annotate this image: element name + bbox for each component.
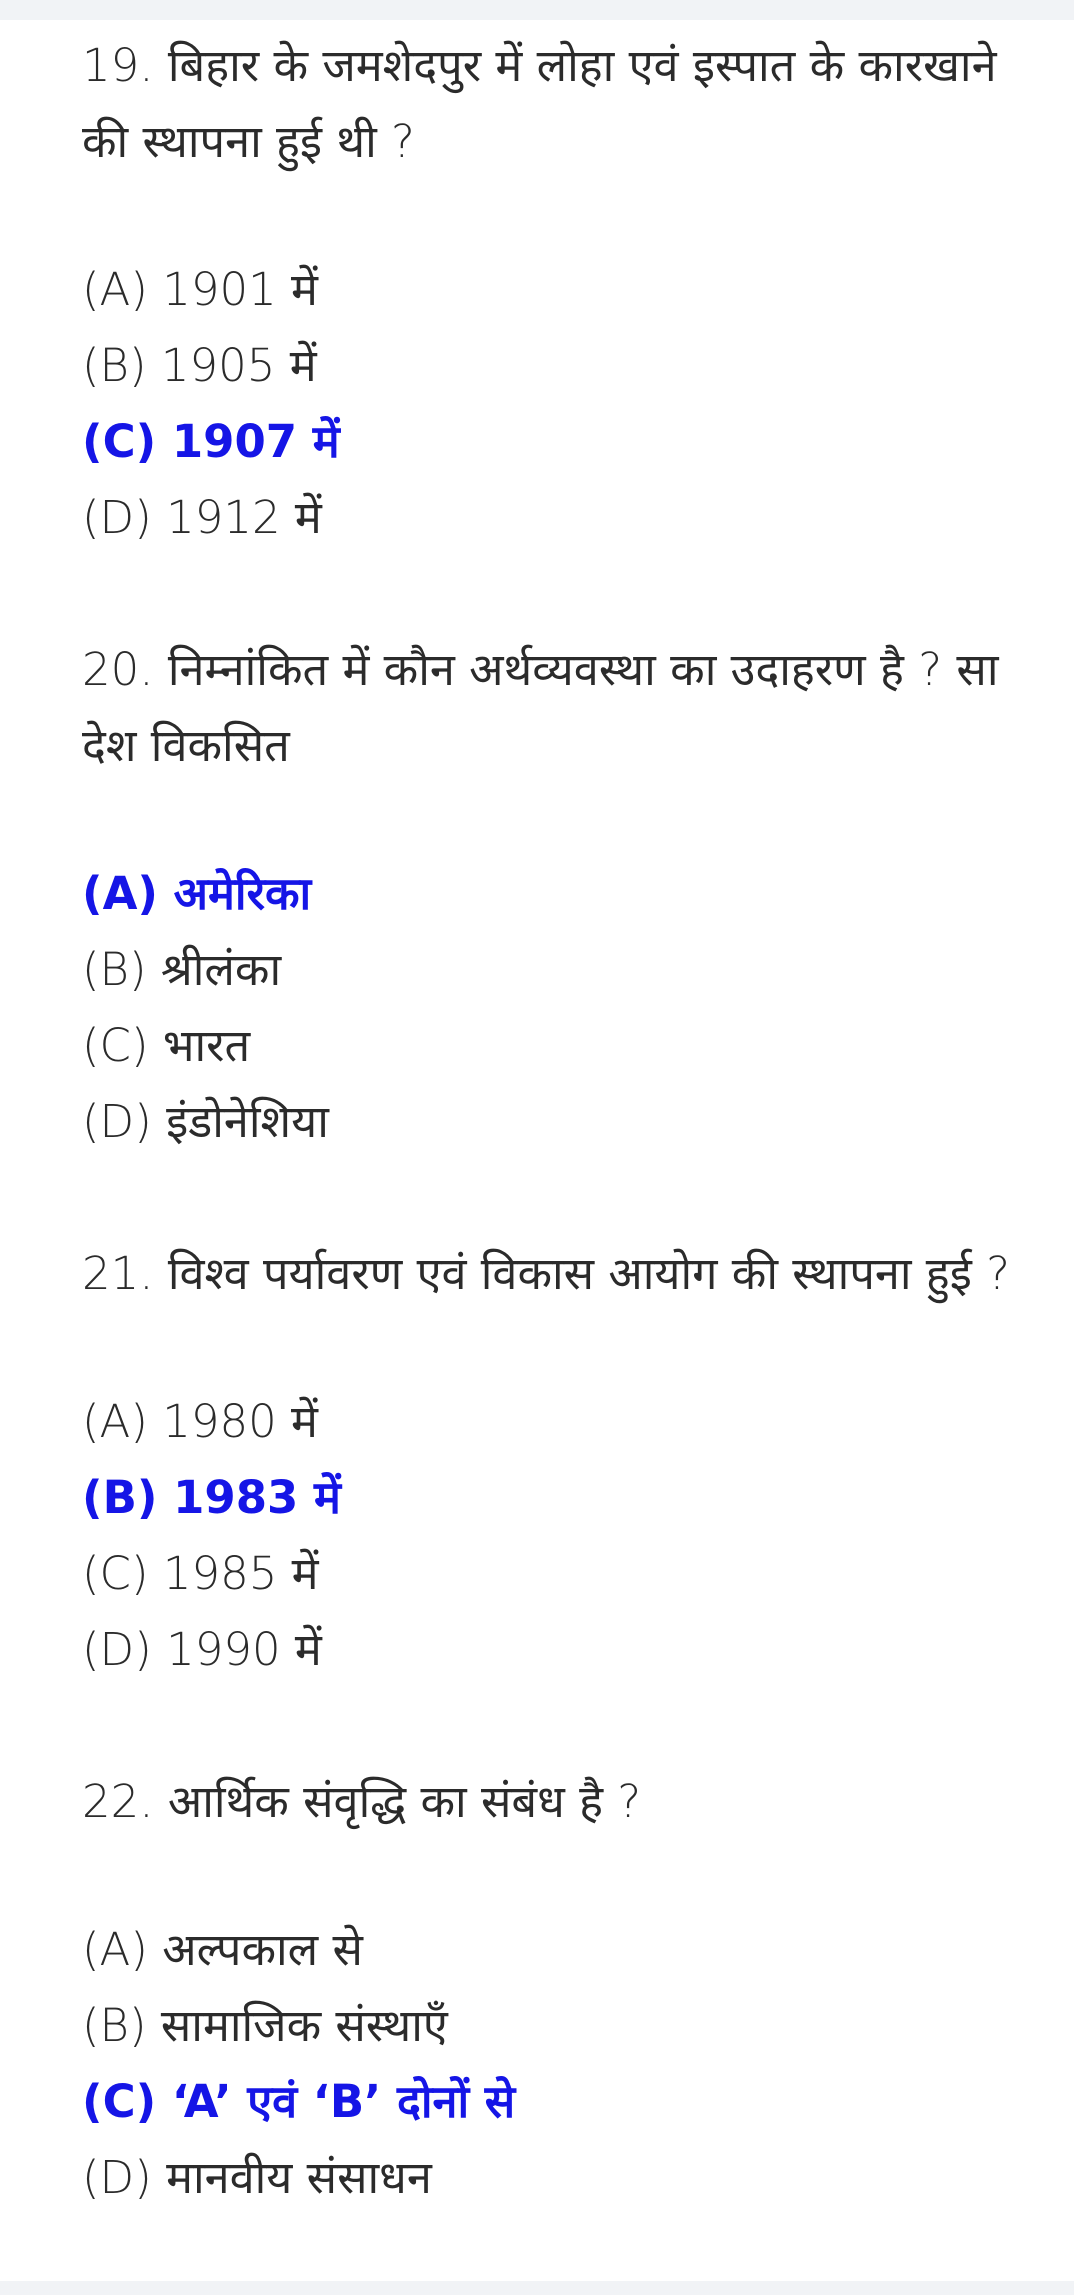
question-22 xyxy=(82,1764,1012,2216)
question-text: 21. विश्व पर्यावरण एवं विकास आयोग की स्थापना हुई ? xyxy=(82,1247,1010,1300)
question-19 xyxy=(82,28,1012,556)
option-d: (D) 1912 में xyxy=(82,491,322,544)
option-c-correct: (C) 1907 में xyxy=(82,415,340,468)
question-text: 19. बिहार के जमशेदपुर में लोहा एवं इस्पात के कारखाने की स्थापना हुई थी ? xyxy=(82,39,997,168)
spacer xyxy=(82,1160,1012,1236)
option-d: (D) मानवीय संसाधन xyxy=(82,2151,432,2204)
question-21 xyxy=(82,1236,1012,1688)
option-c: (C) 1985 में xyxy=(82,1547,319,1600)
option-b: (B) 1905 में xyxy=(82,339,317,392)
option-b: (B) श्रीलंका xyxy=(82,943,282,996)
question-20 xyxy=(82,632,1012,1160)
option-c-correct: (C) ‘A’ एवं ‘B’ दोनों से xyxy=(82,2075,516,2128)
question-text: 22. आर्थिक संवृद्धि का संबंध है ? xyxy=(82,1775,642,1828)
option-b-correct: (B) 1983 में xyxy=(82,1471,341,1524)
quiz-content xyxy=(82,28,1012,2216)
option-d: (D) इंडोनेशिया xyxy=(82,1095,329,1148)
option-a-correct: (A) अमेरिका xyxy=(82,867,312,920)
option-a: (A) अल्पकाल से xyxy=(82,1923,363,1976)
bottom-bar xyxy=(0,2281,1074,2295)
top-bar xyxy=(0,0,1074,20)
option-d: (D) 1990 में xyxy=(82,1623,322,1676)
spacer xyxy=(82,556,1012,632)
option-a: (A) 1901 में xyxy=(82,263,318,316)
option-a: (A) 1980 में xyxy=(82,1395,318,1448)
spacer xyxy=(82,1688,1012,1764)
option-b: (B) सामाजिक संस्थाएँ xyxy=(82,1999,448,2052)
question-text: 20. निम्नांकित में कौन अर्थव्यवस्था का उदाहरण है ? सा देश विकसित xyxy=(82,643,999,772)
option-c: (C) भारत xyxy=(82,1019,251,1072)
